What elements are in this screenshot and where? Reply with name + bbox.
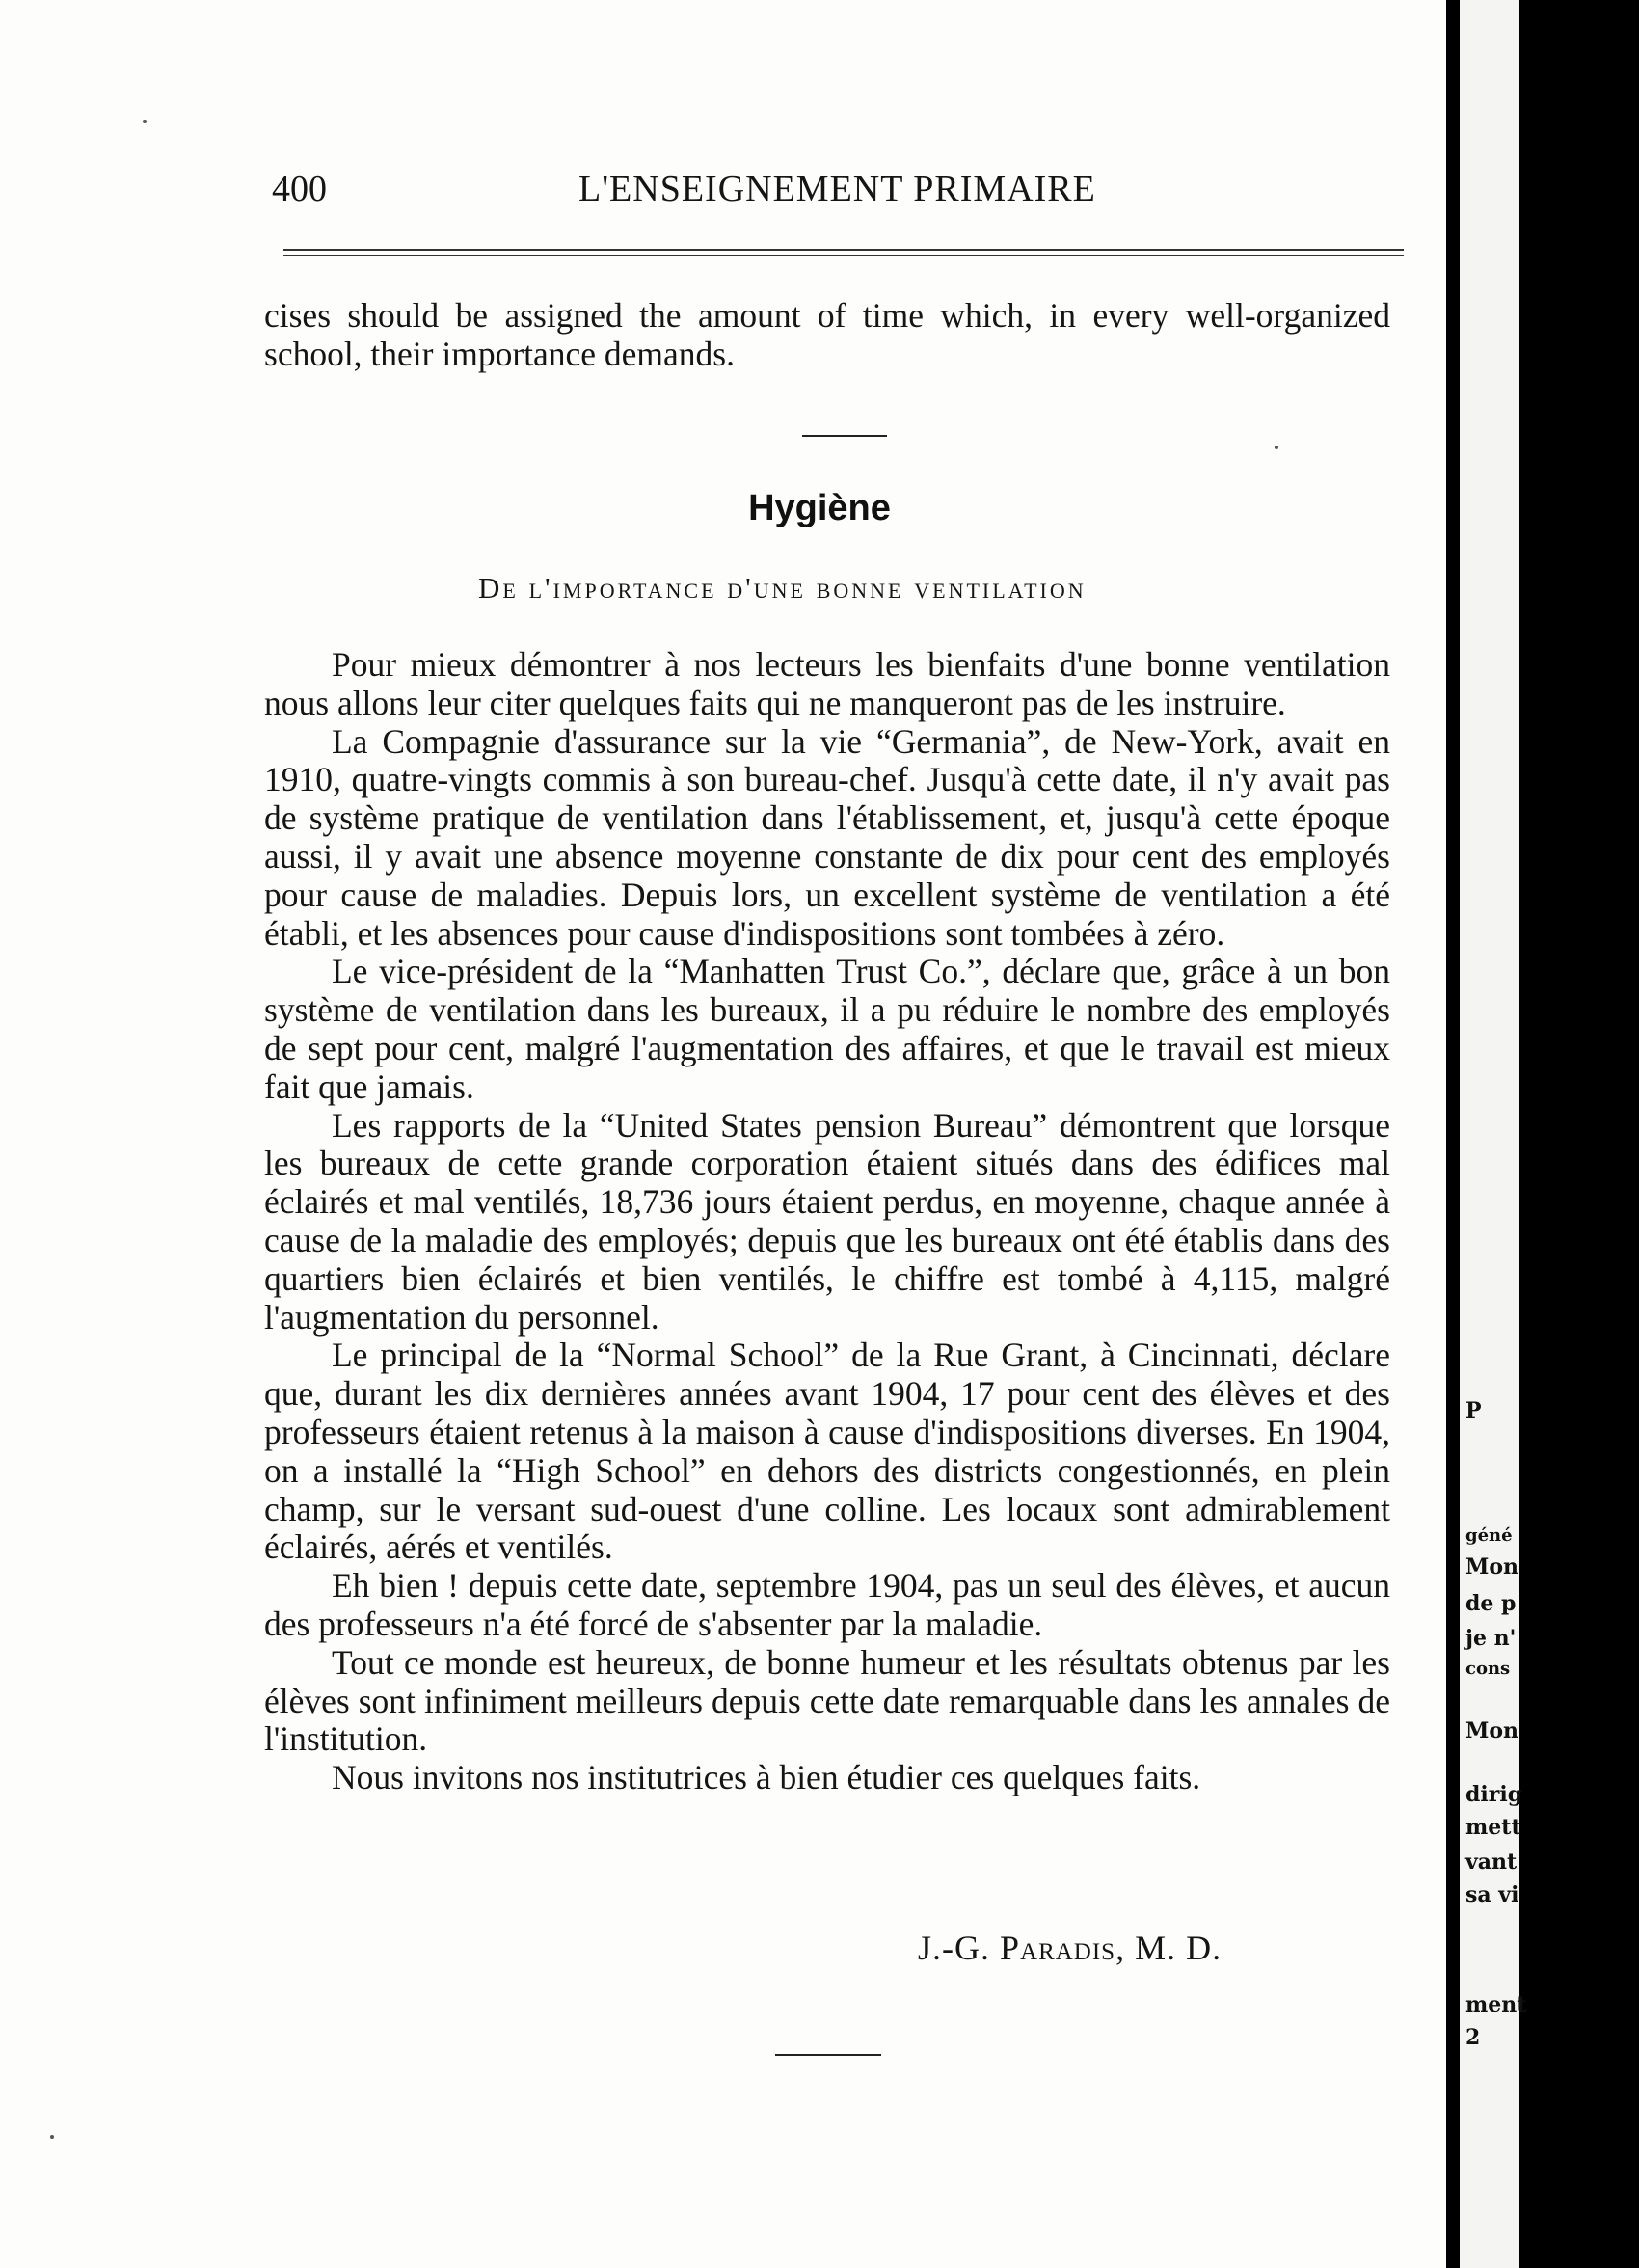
adjacent-fragment: Mon (1465, 1718, 1519, 1743)
section-divider (802, 435, 887, 437)
adjacent-fragment: ment (1465, 1992, 1527, 2017)
paragraph: Pour mieux démontrer à nos lecteurs les bienfaits d'une bonne ventilation nous allons leur citer quelques faits qui ne manqueront pas de les instruire. (264, 645, 1390, 722)
adjacent-fragment: je n' (1465, 1626, 1517, 1651)
header-rule-thin (283, 255, 1404, 256)
adjacent-page-edge (1446, 0, 1527, 2268)
adjacent-fragment: géné (1465, 1526, 1513, 1546)
section-title: Hygiène (748, 488, 891, 528)
paragraph: La Compagnie d'assurance sur la vie “Germania”, de New-York, avait en 1910, quatre-vingts commis à son bureau-chef. Jusqu'à cette date, il n'y avait pas de système pratique de ventilation dans l'établissement, et, jusqu'à cette époque aussi, il y avait une absence moyenne constante de dix pour cent des employés pour cause de maladies. Depuis lors, un excellent système de ventilation a été établi, et les absences pour cause d'indispositions sont tombées à zéro. (264, 721, 1390, 953)
scan-speck (143, 120, 147, 123)
signature-comma: , (1115, 1929, 1136, 1967)
author-name: Paradis (1000, 1929, 1116, 1967)
adjacent-fragment: dirig (1465, 1782, 1523, 1807)
paragraph: Le principal de la “Normal School” de la Rue Grant, à Cincinnati, déclare que, durant les dix dernières années avant 1904, 17 pour cent des élèves et des professeurs étaient retenus à la maison à cause d'indispositions diverses. En 1904, on a installé la “High School” en dehors des districts congestionnés, en plein champ, sur le versant sud-ouest d'une colline. Les locaux sont admirablement éclairés, aérés et ventilés. (264, 1336, 1390, 1567)
author-suffix: M. D. (1135, 1929, 1223, 1967)
author-initials: J.-G. (918, 1929, 990, 1967)
scan-speck (1275, 446, 1278, 449)
paragraph: Tout ce monde est heureux, de bonne humeur et les résultats obtenus par les élèves sont infiniment meilleurs depuis cette date remarquable dans les annales de l'institution. (264, 1642, 1390, 1759)
closing-rule (775, 2054, 881, 2056)
carryover-text (264, 297, 1390, 374)
adjacent-fragment: Mon (1465, 1554, 1519, 1580)
header-rule (283, 249, 1404, 251)
article-body (264, 646, 1390, 1797)
paragraph: Nous invitons nos institutrices à bien étudier ces quelques faits. (332, 1758, 1201, 1797)
paragraph: Eh bien ! depuis cette date, septembre 1904, pas un seul des élèves, et aucun des professeurs n'a été forcé de s'absenter par la maladie. (264, 1566, 1390, 1643)
adjacent-fragment: P (1465, 1398, 1482, 1423)
paragraph: Le vice-président de la “Manhatten Trust Co.”, déclare que, grâce à un bon système de ventilation dans les bureaux, il a pu réduire le nombre des employés de sept pour cent, malgré l'augmentation des affaires, et que le travail est mieux fait que jamais. (264, 952, 1390, 1106)
adjacent-fragment: 2 (1465, 2025, 1481, 2050)
section-subtitle: De l'importance d'une bonne ventilation (478, 571, 1087, 605)
adjacent-fragment: de p (1465, 1591, 1517, 1616)
adjacent-fragment: mett (1465, 1815, 1521, 1840)
carryover-paragraph: cises should be assigned the amount of time which, in every well-organized school, their importance demands. (264, 296, 1390, 373)
author-signature (918, 1928, 1222, 1968)
running-title: L'ENSEIGNEMENT PRIMAIRE (578, 169, 1096, 209)
adjacent-fragment: vant (1465, 1850, 1518, 1875)
adjacent-fragment: cons (1465, 1659, 1511, 1679)
page-number: 400 (272, 169, 327, 209)
scan-speck (50, 2135, 54, 2139)
paragraph: Les rapports de la “United States pension Bureau” démontrent que lorsque les bureaux de cette grande corporation étaient situés dans des édifices mal éclairés et mal ventilés, 18,736 jours étaient perdus, en moyenne, chaque année à cause de la maladie des employés; depuis que les bureaux ont été établis dans des quartiers bien éclairés et bien ventilés, le chiffre est tombé à 4,115, malgré l'augmentation du personnel. (264, 1105, 1390, 1336)
adjacent-fragment: sa vi (1465, 1882, 1519, 1907)
